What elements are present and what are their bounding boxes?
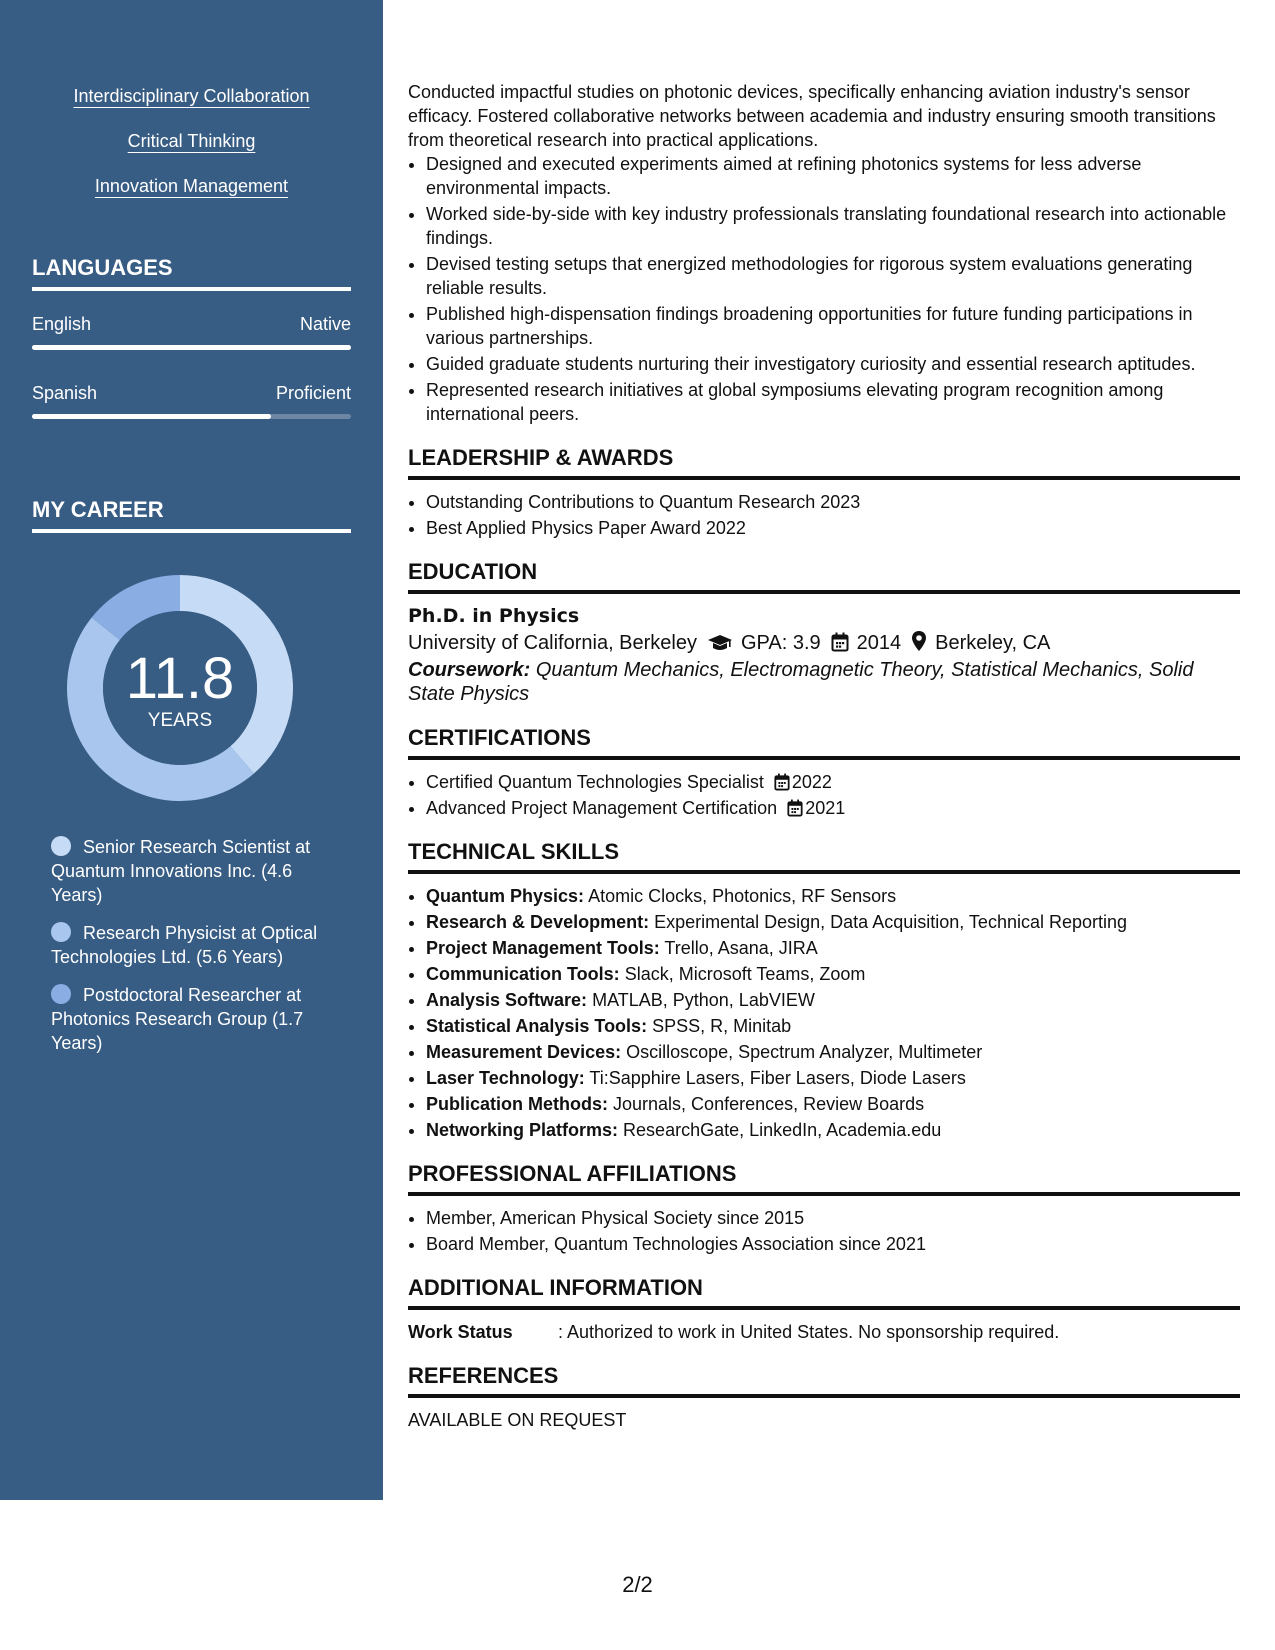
skill-link[interactable]: Interdisciplinary Collaboration bbox=[73, 86, 310, 106]
certifications-heading: CERTIFICATIONS bbox=[408, 724, 1240, 760]
main-content bbox=[408, 80, 1240, 1432]
skill-value: Journals, Conferences, Review Boards bbox=[613, 1094, 925, 1114]
additional-info-heading: ADDITIONAL INFORMATION bbox=[408, 1274, 1240, 1310]
list-item: • Worked side-by-side with key industry professionals translating foundational research into actionable findings. bbox=[426, 202, 1240, 250]
gpa: GPA: 3.9 bbox=[741, 632, 821, 654]
certification-name: Advanced Project Management Certification bbox=[426, 798, 778, 818]
certifications-list bbox=[408, 770, 1240, 820]
education-heading: EDUCATION bbox=[408, 558, 1240, 594]
coursework-list: Quantum Mechanics, Electromagnetic Theory, Statistical Mechanics, Solid State Physics bbox=[408, 659, 1194, 705]
language-bar-fill bbox=[32, 414, 271, 419]
list-item: • Member, American Physical Society since 2015 bbox=[426, 1206, 1240, 1230]
leadership-heading: LEADERSHIP & AWARDS bbox=[408, 444, 1240, 480]
career-item-text: Senior Research Scientist at Quantum Innovations Inc. (4.6 Years) bbox=[51, 837, 311, 905]
certification-year: 2022 bbox=[791, 772, 832, 792]
career-legend-dot bbox=[51, 984, 71, 1004]
degree-title: Ph.D. in Physics bbox=[408, 605, 580, 627]
skill-label: Communication Tools: bbox=[426, 964, 620, 984]
experience-bullets bbox=[408, 152, 1240, 426]
skill-item bbox=[426, 936, 1240, 960]
certification-name: Certified Quantum Technologies Specialist bbox=[426, 772, 764, 792]
career-item bbox=[51, 921, 331, 969]
skill-value: Slack, Microsoft Teams, Zoom bbox=[624, 964, 866, 984]
skill-label: Project Management Tools: bbox=[426, 938, 660, 958]
references-text: AVAILABLE ON REQUEST bbox=[408, 1410, 627, 1430]
affiliations-list bbox=[408, 1206, 1240, 1256]
coursework bbox=[408, 658, 1240, 706]
skill-value: Oscilloscope, Spectrum Analyzer, Multimeter bbox=[626, 1042, 983, 1062]
skill-item bbox=[426, 1014, 1240, 1038]
skill-label: Publication Methods: bbox=[426, 1094, 608, 1114]
languages-heading: LANGUAGES bbox=[32, 255, 351, 291]
skill-item bbox=[426, 1066, 1240, 1090]
language-level: Native bbox=[299, 314, 351, 334]
list-item: • Board Member, Quantum Technologies Association since 2021 bbox=[426, 1232, 1240, 1256]
skill-link[interactable]: Innovation Management bbox=[94, 176, 289, 196]
skill-item bbox=[426, 1040, 1240, 1064]
skill-label: Measurement Devices: bbox=[426, 1042, 622, 1062]
technical-skills-heading: TECHNICAL SKILLS bbox=[408, 838, 1240, 874]
graduation-cap-icon bbox=[707, 634, 733, 652]
list-item: • Outstanding Contributions to Quantum Research 2023 bbox=[426, 490, 1240, 514]
skill-value: Trello, Asana, JIRA bbox=[664, 938, 818, 958]
language-bar bbox=[32, 414, 351, 419]
work-status-value: : Authorized to work in United States. No sponsorship required. bbox=[558, 1322, 1060, 1342]
calendar-icon bbox=[774, 773, 790, 791]
skill-link[interactable]: Critical Thinking bbox=[127, 131, 256, 151]
list-item: • Represented research initiatives at global symposiums elevating program recognition among international peers. bbox=[426, 378, 1240, 426]
career-list bbox=[51, 835, 331, 1069]
skill-item bbox=[426, 1092, 1240, 1116]
skill-item bbox=[426, 962, 1240, 986]
graduation-year: 2014 bbox=[856, 632, 902, 654]
skill-item bbox=[426, 884, 1240, 908]
affiliations-heading: PROFESSIONAL AFFILIATIONS bbox=[408, 1160, 1240, 1196]
list-item: • Designed and executed experiments aimed at refining photonics systems for less adverse environmental impacts. bbox=[426, 152, 1240, 200]
skill-value: SPSS, R, Minitab bbox=[652, 1016, 792, 1036]
language-name: Spanish bbox=[32, 383, 98, 403]
list-item: • Devised testing setups that energized methodologies for rigorous system evaluations generating reliable results. bbox=[426, 252, 1240, 300]
work-status bbox=[408, 1320, 1240, 1344]
language-row bbox=[32, 314, 351, 350]
career-item-text: Research Physicist at Optical Technologies Ltd. (5.6 Years) bbox=[51, 923, 318, 967]
certification-item bbox=[426, 770, 1240, 794]
work-status-label: Work Status bbox=[408, 1322, 513, 1342]
skill-links bbox=[0, 86, 383, 221]
school-location: Berkeley, CA bbox=[935, 632, 1051, 654]
skill-value: ResearchGate, LinkedIn, Academia.edu bbox=[623, 1120, 942, 1140]
career-legend-dot bbox=[51, 922, 71, 942]
skill-label: Laser Technology: bbox=[426, 1068, 585, 1088]
career-heading: MY CAREER bbox=[32, 497, 351, 533]
language-bar-fill bbox=[32, 345, 351, 350]
references-heading: REFERENCES bbox=[408, 1362, 1240, 1398]
career-item-text: Postdoctoral Researcher at Photonics Research Group (1.7 Years) bbox=[51, 985, 304, 1053]
skill-value: Atomic Clocks, Photonics, RF Sensors bbox=[588, 886, 897, 906]
education-meta bbox=[408, 628, 1240, 658]
skill-value: MATLAB, Python, LabVIEW bbox=[592, 990, 815, 1010]
location-pin-icon bbox=[911, 630, 927, 652]
skill-label: Research & Development: bbox=[426, 912, 650, 932]
career-item bbox=[51, 835, 331, 907]
skill-value: Experimental Design, Data Acquisition, Technical Reporting bbox=[654, 912, 1128, 932]
skill-label: Quantum Physics: bbox=[426, 886, 585, 906]
skill-label: Analysis Software: bbox=[426, 990, 588, 1010]
language-level: Proficient bbox=[275, 383, 351, 403]
skill-label: Statistical Analysis Tools: bbox=[426, 1016, 648, 1036]
career-total-unit: YEARS bbox=[147, 710, 213, 731]
career-legend-dot bbox=[51, 836, 71, 856]
skill-label: Networking Platforms: bbox=[426, 1120, 619, 1140]
language-bar bbox=[32, 345, 351, 350]
school-name: University of California, Berkeley bbox=[408, 632, 697, 654]
calendar-icon bbox=[787, 799, 803, 817]
technical-skills-list bbox=[408, 884, 1240, 1142]
list-item: • Best Applied Physics Paper Award 2022 bbox=[426, 516, 1240, 540]
skill-item bbox=[426, 910, 1240, 934]
career-total bbox=[65, 573, 295, 803]
list-item: • Published high-dispensation findings broadening opportunities for future funding participations in various partnerships. bbox=[426, 302, 1240, 350]
certification-year: 2021 bbox=[805, 798, 846, 818]
certification-item bbox=[426, 796, 1240, 820]
career-item bbox=[51, 983, 331, 1055]
language-name: English bbox=[32, 314, 92, 334]
sidebar bbox=[0, 0, 383, 1500]
skill-value: Ti:Sapphire Lasers, Fiber Lasers, Diode Lasers bbox=[589, 1068, 966, 1088]
list-item: • Guided graduate students nurturing their investigatory curiosity and essential research aptitudes. bbox=[426, 352, 1240, 376]
language-row bbox=[32, 383, 351, 419]
calendar-icon bbox=[831, 632, 849, 652]
career-total-value: 11.8 bbox=[125, 646, 235, 711]
experience-summary: Conducted impactful studies on photonic devices, specifically enhancing aviation industry's sensor efficacy. Fostered collaborative networks between academia and industry ensuring smooth transitions from theoretical research into practical applications. bbox=[408, 82, 1216, 150]
skill-item bbox=[426, 988, 1240, 1012]
skill-item bbox=[426, 1118, 1240, 1142]
page-number: 2/2 bbox=[622, 1572, 653, 1597]
coursework-label: Coursework: bbox=[408, 659, 531, 681]
leadership-list bbox=[408, 490, 1240, 540]
